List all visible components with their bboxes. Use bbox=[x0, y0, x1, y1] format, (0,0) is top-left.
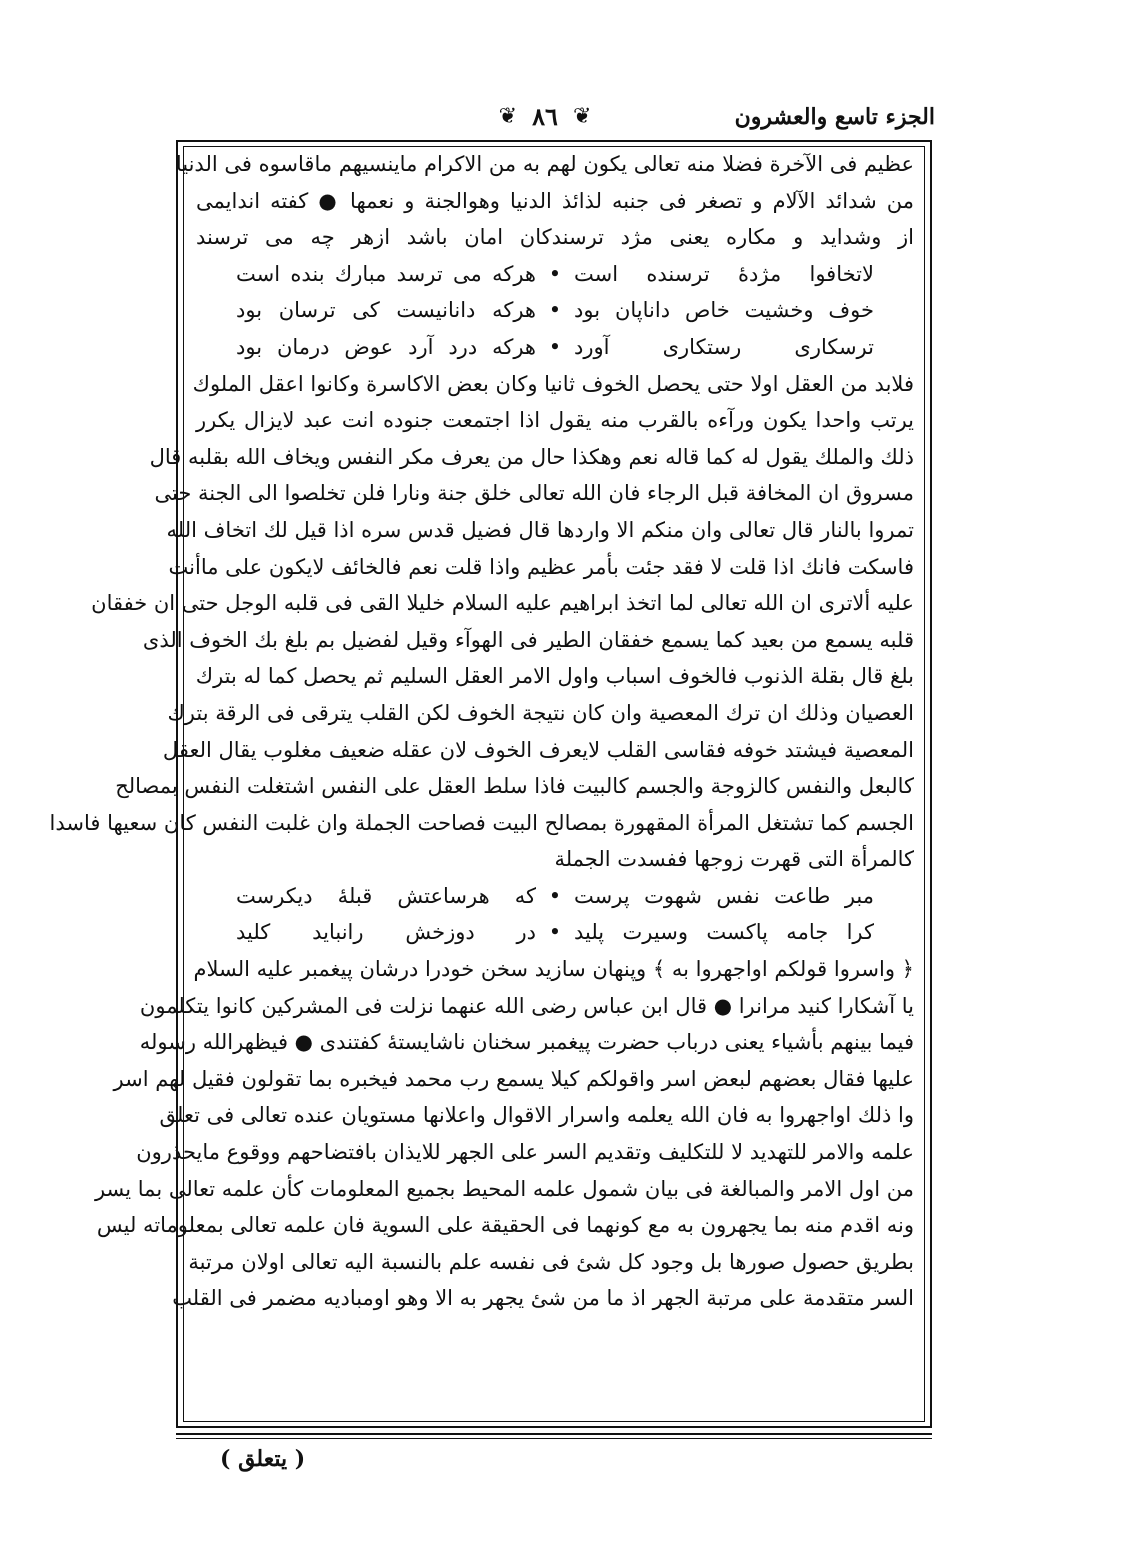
verse-divider-icon: • bbox=[548, 261, 562, 286]
verse-hemistich-right: كرا جامه پاكست وسيرت پليد bbox=[574, 920, 874, 945]
page-number-block bbox=[475, 102, 615, 132]
verse-divider-icon: • bbox=[548, 298, 562, 323]
verse-hemistich-left: هركه درد آرد عوض درمان بود bbox=[236, 334, 536, 359]
verse-hemistich-right: لاتخافوا مژدهٔ ترسنده است bbox=[574, 261, 874, 286]
verse-divider-icon: • bbox=[548, 334, 562, 359]
verse-hemistich-left: در دوزخش رانبايد كليد bbox=[236, 920, 536, 945]
verse-couplet bbox=[196, 914, 914, 951]
text-line: ونه اقدم منه بما يجهرون به مع كونهما فى الحقيقة على السوية فان علمه تعالى بمعلوماته ليس bbox=[96, 1213, 914, 1238]
text-line: عليها فقال بعضهم لبعض اسر واقولكم كيلا يسمع رب محمد فيخبره بما تقولون فقيل لهم اسر bbox=[113, 1066, 914, 1091]
verse-hemistich-left: كه هرساعتش قبلهٔ ديكرست bbox=[236, 883, 536, 908]
verse-couplet bbox=[196, 292, 914, 329]
verse-couplet bbox=[196, 329, 914, 366]
verse-couplet bbox=[196, 878, 914, 915]
text-line: عليه ألاترى ان الله تعالى لما اتخذ ابراهيم عليه السلام خليلا القى فى قلبه الوجل حتى ان خفقان bbox=[91, 591, 914, 616]
text-line: يا آشكارا كنيد مرانرا ● قال ابن عباس رضى الله عنهما نزلت فى المشركين كانوا يتكلمون bbox=[139, 993, 914, 1018]
text-line: العصيان وذلك ان ترك المعصية وان كان نتيجة الخوف لكن القلب يترقى فى الرقة بترك bbox=[167, 700, 914, 725]
verse-hemistich-right: خوف وخشيت خاص داناپان بود bbox=[574, 298, 874, 323]
text-line: بطريق حصول صورها بل وجود كل شئ فى نفسه علم بالنسبة اليه تعالى اولان مرتبة bbox=[188, 1249, 914, 1274]
text-line: يرتب واحدا يكون ورآءه بالقرب منه يقول اذا اجتمعت جنوده انت عبد لايزال يكرر bbox=[196, 408, 914, 433]
page-header bbox=[175, 100, 935, 138]
text-line: وا ذلك اواجهروا به فان الله يعلمه واسرار الاقوال واعلانها مستويان عنده تعالى فى تعلق bbox=[159, 1103, 914, 1128]
text-line: از وشدايد و مكاره يعنى مژد ترسندكان امان باشد ازهر چه مى ترسند bbox=[196, 225, 914, 250]
bottom-rule bbox=[176, 1433, 932, 1435]
verse-hemistich-right: ترسكارى رستكارى آورد bbox=[574, 334, 874, 359]
text-line: من شدائد الآلام و تصغر فى جنبه لذائذ الدنيا وهوالجنة و نعمها ● كفته اندايمى bbox=[196, 188, 914, 213]
text-line: مسروق ان المخافة قبل الرجاء فان الله تعالى خلق جنة ونارا فلن تخلصوا الى الجنة حتى bbox=[154, 481, 914, 506]
verse-hemistich-left: هركه مى ترسد مبارك بنده است bbox=[236, 261, 536, 286]
text-line: فلابد من العقل اولا حتى يحصل الخوف ثانيا وكان بعض الاكاسرة وكانوا اعقل الملوك bbox=[192, 371, 914, 396]
text-line: قلبه يسمع من بعيد كما يسمع خفقان الطير فى الهوآء وقيل لفضيل بم بلغ بك الخوف الذى bbox=[142, 627, 914, 652]
text-line: ذلك والملك يقول له كما قاله نعم وهكذا حال من يعرف مكر النفس ويخاف الله بقلبه قال bbox=[149, 444, 914, 469]
text-line: عظيم فى الآخرة فضلا منه تعالى يكون لهم به من الاكرام ماينسيهم ماقاسوه فى الدنيا bbox=[175, 152, 914, 176]
text-line: فاسكت فانك اذا قلت لا فقد جئت بأمر عظيم واذا قلت نعم فالخائف لايكون على ماأنت bbox=[168, 554, 914, 579]
bottom-rule-thin bbox=[176, 1438, 932, 1439]
ornament-right-icon: ❦ bbox=[572, 104, 592, 129]
text-line: ﴿ واسروا قولكم اواجهروا به ﴾ وپنهان سازيد سخن خودرا درشان پيغمبر عليه السلام bbox=[193, 957, 914, 982]
text-line: بلغ قال بقلة الذنوب فالخوف اسباب واول الامر العقل السليم ثم يحصل كما له بترك bbox=[195, 664, 914, 689]
text-line: فيما بينهم بأشياء يعنى درباب حضرت پيغمبر سخنان ناشايستهٔ كفتندى ● فيظهرالله رسوله bbox=[139, 1030, 914, 1055]
verse-couplet bbox=[196, 256, 914, 293]
catchword: ( يتعلق ) bbox=[220, 1446, 306, 1472]
text-line: كالبعل والنفس كالزوجة والجسم كالبيت فاذا سلط العقل على النفس اشتغلت النفس بمصالح bbox=[115, 774, 914, 799]
text-line: السر متقدمة على مرتبة الجهر اذ ما من شئ يجهر به الا وهو اومباديه مضمر فى القلب bbox=[172, 1286, 914, 1311]
text-line: كالمرأة التى قهرت زوجها ففسدت الجملة bbox=[554, 847, 914, 872]
running-title: الجزء تاسع والعشرون bbox=[734, 104, 935, 130]
verse-hemistich-left: هركه دانانيست كى ترسان بود bbox=[236, 298, 536, 323]
verse-hemistich-right: مبر طاعت نفس شهوت پرست bbox=[574, 883, 874, 908]
verse-divider-icon: • bbox=[548, 883, 562, 908]
verse-divider-icon: • bbox=[548, 920, 562, 945]
text-line: الجسم كما تشتغل المرأة المقهورة بمصالح البيت فصاحت الجملة وان غلبت النفس كان سعيها فاسدا bbox=[49, 810, 914, 835]
text-line: علمه والامر للتهديد لا للتكليف وتقديم السر على الجهر للايذان بافتضاحهم ووقوع مايحذرون bbox=[136, 1140, 914, 1165]
text-line: تمروا بالنار قال تعالى وان منكم الا واردها قال فضيل قدس سره اذا قيل لك اتخاف الله bbox=[166, 517, 914, 542]
ornament-left-icon: ❦ bbox=[498, 104, 518, 129]
main-text bbox=[49, 146, 914, 1317]
text-line: من اول الامر والمبالغة فى بيان شمول علمه المحيط بجميع المعلومات كأن علمه تعالى بما يسر bbox=[94, 1176, 914, 1201]
text-line: المعصية فيشتد خوفه فقاسى القلب لايعرف الخوف لان عقله ضعيف مغلوب يقال العقل bbox=[162, 737, 914, 762]
page-number: ٨٦ bbox=[532, 102, 558, 131]
